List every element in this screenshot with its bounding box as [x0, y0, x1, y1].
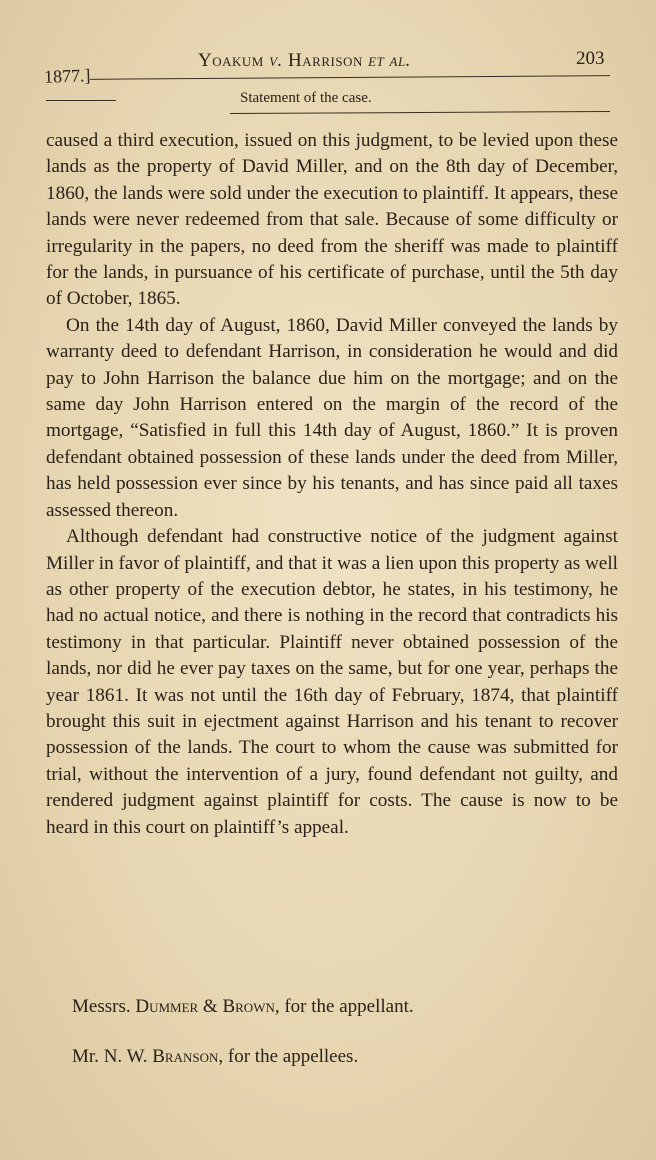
case-title-versus: v. [269, 50, 283, 71]
paragraph-3: Although defendant had constructive notice of the judgment against Miller in favor of plaintiff, and that it was a lien upon this property as well as other property of the execution debtor, he states, in his testimony, he had no actual notice, and there is nothing in the record that contradicts his testimony in that particular. Plaintiff never obtained possession of the lands, nor did he ever pay taxes on the same, but for one year, perhaps the year 1861. It was not until the 16th day of February, 1874, that plaintiff brought this suit in ejectment against Harrison and his tenant to recover possession of the lands. The court to whom the cause was submitted for trial, without the intervention of a jury, found defendant not guilty, and rendered judgment against plaintiff for costs. The cause is now to be heard in this court on plaintiff’s appeal. [46, 526, 618, 838]
counsel-appellee-suffix: for the appellees. [227, 1046, 359, 1067]
counsel-appellant-prefix: Messrs. [72, 996, 131, 1017]
paragraph-1: caused a third execution, issued on this judgment, to be levied upon these lands as the property of David Miller, and on the 8th day of December, 1860, the lands were sold under the execution to plaintiff. It appears, these lands were never redeemed from that sale. Because of some difficulty or irregularity in the papers, no deed from the sheriff was made to plaintiff for the lands, in pursuance of his certificate of purchase, until the 5th day of October, 1865. [46, 130, 618, 310]
counsel-appellant-names: Dummer & Brown, [135, 996, 280, 1017]
case-title-defendant: Harrison [288, 50, 363, 71]
paragraph-2: On the 14th day of August, 1860, David Miller conveyed the lands by warranty deed to defendant Harrison, in consideration he would and did pay to John Harrison the balance due him on the mortgage; and on the same day John Harrison entered on the margin of the record of the mortgage, “Satisfied in full this 14th day of August, 1860.” It is proven defendant obtained possession of these lands under the deed from Miller, has held possession ever since by his tenants, and has since paid all taxes assessed thereon. [46, 314, 618, 521]
counsel-appellee [72, 1046, 358, 1068]
case-title-etal: et al. [368, 50, 411, 71]
counsel-appellee-prefix: Mr. [72, 1046, 99, 1067]
counsel-appellant-suffix: for the appellant. [284, 996, 414, 1017]
page-number: 203 [576, 48, 605, 69]
counsel-appellee-names: N. W. Branson, [103, 1046, 224, 1067]
case-title [198, 50, 411, 72]
header-left-dash [46, 100, 116, 101]
counsel-appellant [72, 996, 414, 1018]
year-marker: 1877.] [43, 65, 91, 87]
section-rule [230, 111, 610, 114]
body-text [46, 128, 618, 841]
case-title-plaintiff: Yoakum [198, 50, 264, 71]
section-label: Statement of the case. [240, 90, 372, 106]
running-head [0, 48, 656, 88]
